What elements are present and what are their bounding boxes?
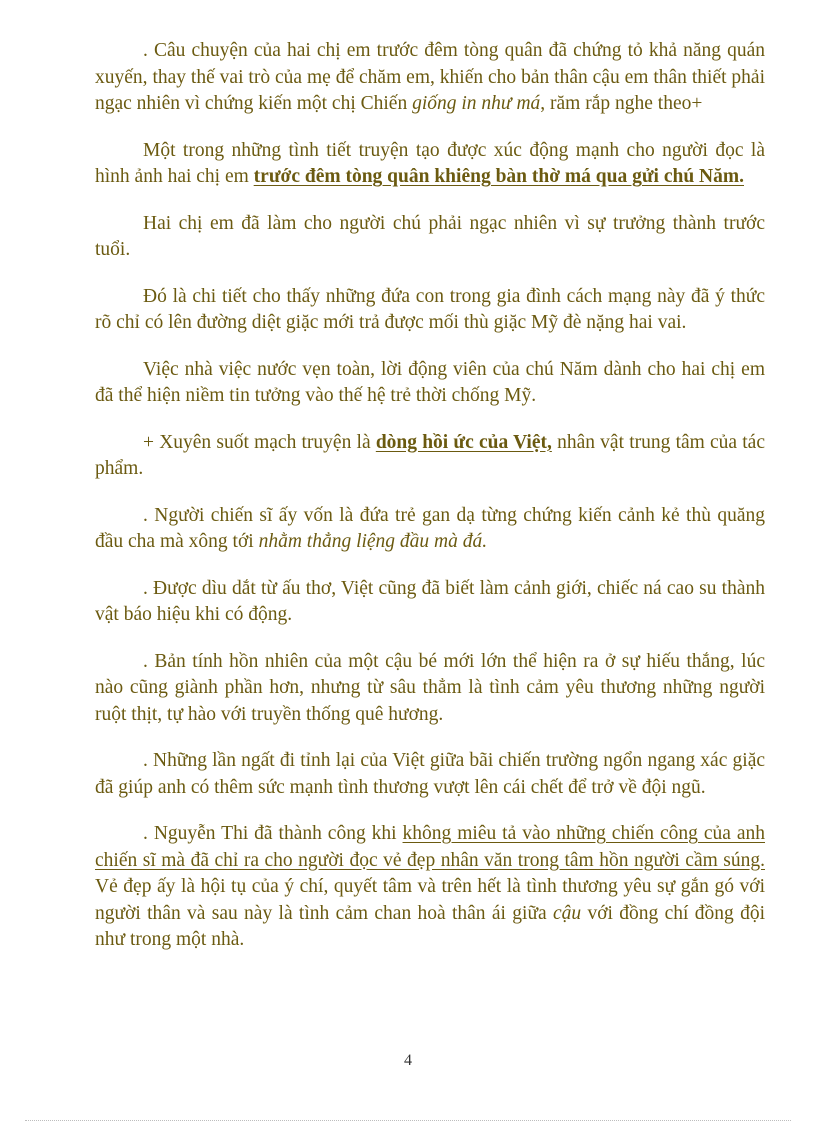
page-border-bottom (25, 1120, 791, 1121)
body-text (95, 38, 765, 974)
text-segment: nhân vật trung tâm của tác phẩm. (95, 431, 765, 479)
text-segment: Hai chị em đã làm cho người chú phải ngạc nhiên vì sự trưởng thành trước tuổi. (95, 212, 765, 260)
text-segment: , răm rắp nghe theo+ (540, 93, 703, 114)
text-segment: . Những lần ngất đi tỉnh lại của Việt giữa bãi chiến trường ngổn ngang xác giặc đã giúp anh có thêm sức mạnh tình thương vượt lên cái chết để trở về đội ngũ. (95, 750, 765, 798)
italic-text: cậu (553, 902, 582, 924)
page-number: 4 (404, 1052, 412, 1069)
paragraph (95, 576, 765, 629)
paragraph (95, 430, 765, 483)
emphasized-text: dòng hồi ức của Việt, (375, 431, 552, 453)
text-segment: + Xuyên suốt mạch truyện là (143, 431, 376, 453)
text-segment: . Câu chuyện của hai chị em trước đêm tòng quân đã chứng tỏ khả năng quán xuyến, thay thế vai trò của mẹ để chăm em, khiến cho bản thân cậu em thân thiết phải ngạc nhiên vì chứng kiến một chị Chiến (95, 40, 765, 114)
emphasized-text: trước đêm tòng quân khiêng bàn thờ má qua gửi chú Năm. (253, 166, 744, 187)
text-segment: Vẻ đẹp ấy là hội tụ của ý chí, quyết tâm và trên hết là tình thương yêu sự gắn gó với người thân và sau này là tình cảm chan hoà thân ái giữa (95, 876, 765, 924)
text-segment: . Người chiến sĩ ấy vốn là đứa trẻ gan dạ từng chứng kiến cảnh kẻ thù quăng đầu cha mà xông tới (95, 504, 765, 552)
underlined-text: không miêu tả vào những chiến công của anh chiến sĩ mà đã chỉ ra cho người đọc vẻ đẹp nhân văn trong tâm hồn người cầm súng. (95, 823, 765, 871)
italic-text: nhằm thẳng liệng đầu mà đá. (258, 531, 488, 552)
paragraph (95, 138, 765, 191)
paragraph (95, 357, 765, 410)
italic-text: giống in như má (412, 93, 541, 114)
paragraph (95, 284, 765, 337)
paragraph (95, 748, 765, 801)
text-segment: Đó là chi tiết cho thấy những đứa con trong gia đình cách mạng này đã ý thức rõ chỉ có lên đường diệt giặc mới trả được mối thù giặc Mỹ đè nặng hai vai. (95, 285, 765, 333)
paragraph (95, 503, 765, 556)
text-segment: . Được dìu dắt từ ấu thơ, Việt cũng đã biết làm cảnh giới, chiếc ná cao su thành vật báo hiệu khi có động. (95, 577, 765, 625)
text-segment: . Bản tính hồn nhiên của một cậu bé mới lớn thể hiện ra ở sự hiếu thắng, lúc nào cũng giành phần hơn, nhưng từ sâu thẳm là tình cảm yêu thương những người ruột thịt, tự hào với truyền thống quê hương. (95, 650, 765, 725)
paragraph (95, 649, 765, 729)
paragraph (95, 821, 765, 954)
paragraph (95, 38, 765, 118)
text-segment: . Nguyễn Thi đã thành công khi (143, 823, 403, 844)
paragraph (95, 211, 765, 264)
text-segment: với đồng chí đồng đội như trong một nhà. (95, 902, 765, 950)
text-segment: Một trong những tình tiết truyện tạo được xúc động mạnh cho người đọc là hình ảnh hai chị em (95, 139, 765, 187)
text-segment: Việc nhà việc nước vẹn toàn, lời động viên của chú Năm dành cho hai chị em đã thể hiện niềm tin tưởng vào thế hệ trẻ thời chống Mỹ. (95, 358, 765, 406)
